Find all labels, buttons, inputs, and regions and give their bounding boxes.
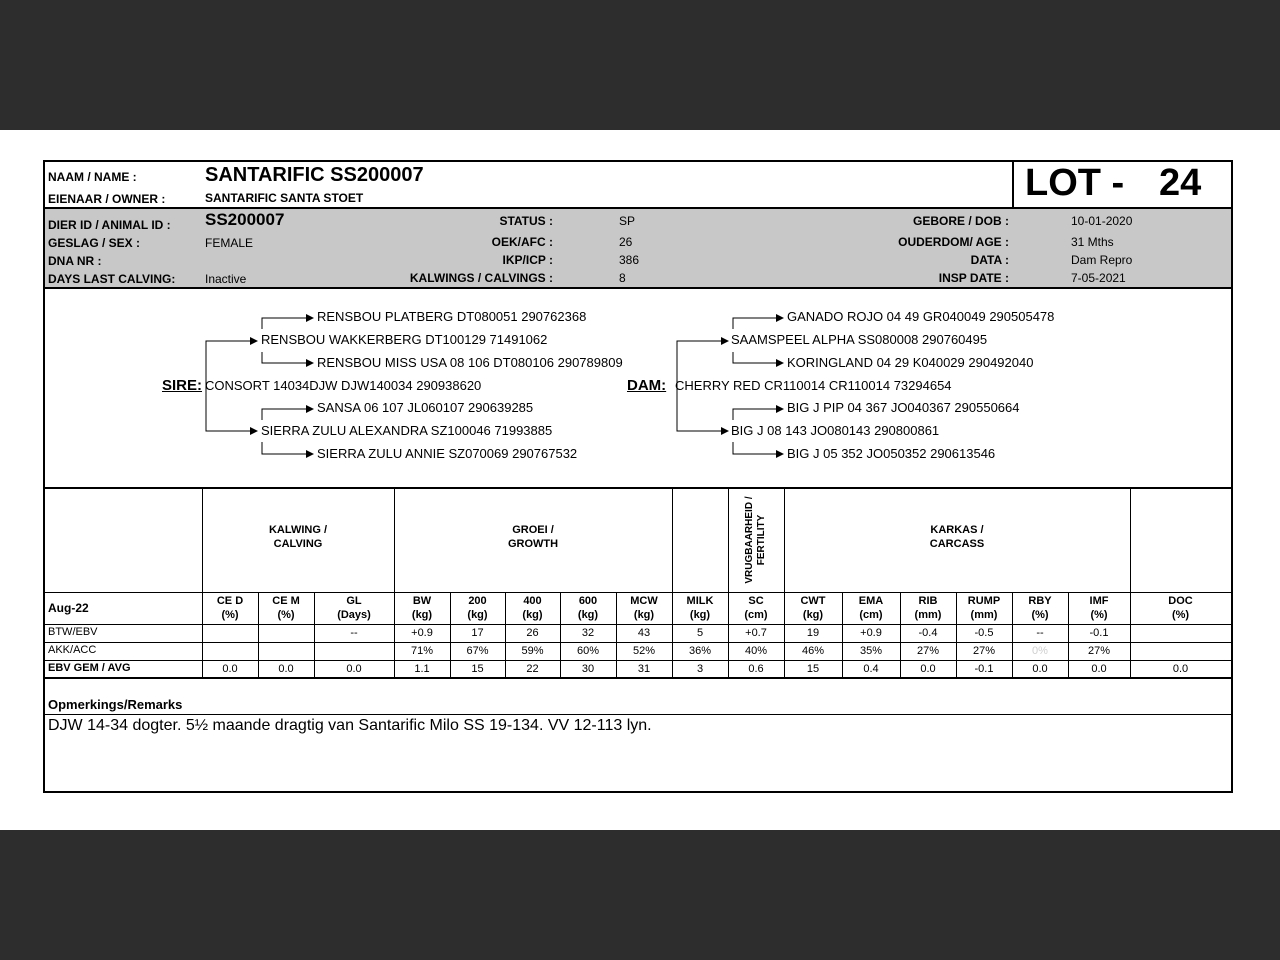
sire-dam-dam: SIERRA ZULU ANNIE SZ070069 290767532 (317, 446, 578, 461)
insp-value: 7-05-2021 (1071, 271, 1126, 285)
column-header (1068, 594, 1130, 622)
sire-label: SIRE: (162, 377, 203, 394)
divider (45, 677, 1231, 679)
column-name: 200 (468, 595, 487, 607)
dob-value: 10-01-2020 (1071, 214, 1133, 228)
column-header (900, 594, 956, 622)
dam-dam: BIG J 08 143 JO080143 290800861 (731, 423, 940, 438)
column-unit: (cm) (859, 609, 883, 621)
column-header (956, 594, 1012, 622)
ebv-cell: 0.0 (1091, 663, 1107, 675)
animal-id-label: DIER ID / ANIMAL ID : (48, 218, 171, 232)
days-label: DAYS LAST CALVING: (48, 272, 176, 286)
divider (45, 642, 1231, 643)
dam-dam-sire: BIG J PIP 04 367 JO040367 290550664 (787, 400, 1020, 415)
ebv-cell: 15 (471, 663, 484, 675)
ebv-cell: 0.4 (863, 663, 879, 675)
column-unit: (kg) (689, 609, 711, 621)
row-label: AKK/ACC (48, 644, 97, 656)
column-name: CE D (216, 595, 244, 607)
dam-dam-dam: BIG J 05 352 JO050352 290613546 (787, 446, 996, 461)
sheet (0, 130, 1280, 830)
ebv-cell: 40% (744, 645, 768, 657)
column-unit: (mm) (970, 609, 998, 621)
ebv-cell: 27% (916, 645, 940, 657)
ebv-cell: 0.0 (1172, 663, 1189, 675)
afc-label: OEK/AFC : (491, 235, 553, 249)
sire-sire-sire: RENSBOU PLATBERG DT080051 290762368 (317, 309, 587, 324)
column-unit: (%) (221, 609, 239, 621)
divider (45, 660, 1231, 661)
ebv-cell: 0% (1032, 645, 1048, 657)
column-name: RUMP (967, 595, 1001, 607)
owner-label: EIENAAR / OWNER : (48, 192, 166, 206)
ebv-cell: 60% (576, 645, 600, 657)
status-value: SP (619, 214, 636, 228)
dam: CHERRY RED CR110014 CR110014 73294654 (675, 378, 952, 393)
group-carcass-line1: KARKAS / (930, 524, 984, 536)
age-value: 31 Mths (1071, 235, 1114, 249)
column-name: DOC (1168, 595, 1193, 607)
column-unit: (kg) (467, 609, 488, 621)
column-header (505, 594, 560, 622)
ebv-cell: -0.1 (974, 663, 994, 675)
sex-value: FEMALE (205, 236, 254, 250)
sire-dam: SIERRA ZULU ALEXANDRA SZ100046 71993885 (261, 423, 553, 438)
column-name: CWT (800, 595, 826, 607)
age-label: OUDERDOM/ AGE : (898, 235, 1009, 249)
column-header (314, 594, 394, 622)
dam-sire: SAAMSPEEL ALPHA SS080008 290760495 (731, 332, 988, 347)
lot-divider (1012, 162, 1014, 208)
ebv-cell: 0.0 (346, 663, 362, 675)
ebv-cell: 46% (801, 645, 825, 657)
sex-label: GESLAG / SEX : (48, 236, 141, 250)
group-carcass-line2: CARCASS (929, 538, 985, 550)
column-unit: (kg) (522, 609, 543, 621)
ebv-cell: -0.5 (974, 627, 994, 639)
group-fertility: VRUGBAARHEID / FERTILITY (744, 496, 767, 584)
remarks-text: DJW 14-34 dogter. 5½ maande dragtig van Santarific Milo SS 19-134. VV 12-113 lyn. (48, 717, 652, 734)
calvings-value: 8 (619, 271, 626, 285)
days-value: Inactive (205, 272, 247, 286)
dna-label: DNA NR : (48, 254, 102, 268)
status-label: STATUS : (499, 214, 553, 228)
ebv-cell: 0.0 (1032, 663, 1048, 675)
dam-label: DAM: (627, 377, 667, 394)
ebv-cell: -- (1036, 627, 1044, 639)
name-label: NAAM / NAME : (48, 170, 137, 184)
column-unit: (Days) (337, 609, 371, 621)
ebv-cell: -0.4 (918, 627, 938, 639)
group-calving (202, 523, 394, 551)
column-header (784, 594, 842, 622)
column-header (450, 594, 505, 622)
column-header (394, 594, 450, 622)
ebv-cell: 59% (521, 645, 544, 657)
column-name: BW (412, 595, 432, 607)
icp-value: 386 (619, 253, 640, 267)
ebv-cell: 35% (859, 645, 883, 657)
column-name: IMF (1089, 595, 1109, 607)
ebv-cell: 36% (688, 645, 712, 657)
divider (45, 624, 1231, 625)
column-name: CE M (272, 595, 300, 607)
dob-label: GEBORE / DOB : (912, 214, 1009, 228)
ebv-cell: 19 (806, 627, 820, 639)
afc-value: 26 (619, 235, 633, 249)
sire-sire-dam: RENSBOU MISS USA 08 106 DT080106 290789809 (317, 355, 623, 370)
row-label: EBV GEM / AVG (48, 662, 131, 674)
ebv-cell: 15 (806, 663, 820, 675)
sire-dam-sire: SANSA 06 107 JL060107 290639285 (317, 400, 534, 415)
column-header (842, 594, 900, 622)
column-unit: (kg) (411, 609, 433, 621)
ebv-cell: 43 (637, 627, 651, 639)
ebv-cell: 3 (696, 663, 704, 675)
grid-line (202, 487, 203, 677)
ebv-cell: 71% (410, 645, 434, 657)
owner-name: SANTARIFIC SANTA STOET (205, 191, 364, 205)
column-name: GL (346, 595, 362, 607)
ebv-cell: 52% (632, 645, 656, 657)
ebv-cell: 0.0 (222, 663, 238, 675)
ebv-cell: -0.1 (1089, 627, 1109, 639)
grid-line (1130, 487, 1131, 677)
column-header (672, 594, 728, 622)
column-unit: (kg) (633, 609, 655, 621)
ebv-cell: +0.9 (860, 627, 882, 639)
column-header (1130, 594, 1231, 622)
ebv-date: Aug-22 (48, 601, 89, 615)
ebv-cell: +0.7 (745, 627, 767, 639)
insp-label: INSP DATE : (938, 271, 1009, 285)
icp-label: IKP/ICP : (502, 253, 553, 267)
lot-number: 24 (1159, 162, 1202, 204)
divider (45, 714, 1231, 715)
ebv-cell: 32 (581, 627, 595, 639)
column-header (202, 594, 258, 622)
row-label: BTW/EBV (48, 626, 98, 638)
ebv-cell: 22 (526, 663, 539, 675)
lot-label: LOT - (1025, 162, 1125, 204)
column-name: RIB (918, 595, 938, 607)
dam-sire-dam: KORINGLAND 04 29 K040029 290492040 (787, 355, 1034, 370)
ebv-cell: 27% (1087, 645, 1111, 657)
column-unit: (%) (1090, 609, 1108, 621)
calvings-label: KALWINGS / CALVINGS : (409, 271, 553, 285)
divider (45, 207, 1231, 209)
column-unit: (cm) (744, 609, 768, 621)
ebv-cell: 0.0 (920, 663, 936, 675)
animal-name: SANTARIFIC SS200007 (205, 164, 424, 186)
ebv-cell: 30 (581, 663, 595, 675)
ebv-cell: 67% (466, 645, 489, 657)
sire-sire: RENSBOU WAKKERBERG DT100129 71491062 (261, 332, 548, 347)
ebv-cell: 0.6 (748, 663, 764, 675)
group-calving-line2: CALVING (273, 538, 323, 550)
dam-sire-sire: GANADO ROJO 04 49 GR040049 290505478 (787, 309, 1055, 324)
column-name: SC (748, 595, 764, 607)
column-header (728, 594, 784, 622)
group-calving-line1: KALWING / (268, 524, 328, 536)
column-unit: (mm) (914, 609, 942, 621)
data-value: Dam Repro (1071, 253, 1133, 267)
ebv-cell: 17 (471, 627, 484, 639)
divider (45, 592, 1231, 593)
column-header (616, 594, 672, 622)
ebv-cell: 0.0 (278, 663, 294, 675)
column-header (560, 594, 616, 622)
ebv-cell: 1.1 (414, 663, 430, 675)
divider (45, 487, 1231, 489)
lot-card (43, 160, 1233, 793)
ebv-cell: 31 (637, 663, 651, 675)
column-unit: (%) (1171, 609, 1190, 621)
remarks-label: Opmerkings/Remarks (48, 697, 183, 712)
ebv-cell: 26 (526, 627, 539, 639)
column-unit: (kg) (577, 609, 599, 621)
group-growth (394, 523, 672, 551)
column-name: MCW (630, 595, 658, 607)
column-name: RBY (1028, 595, 1052, 607)
column-header (258, 594, 314, 622)
column-name: 600 (578, 595, 598, 607)
column-unit: (kg) (802, 609, 824, 621)
column-unit: (%) (1031, 609, 1049, 621)
group-growth-line1: GROEI / (512, 524, 554, 536)
column-header (1012, 594, 1068, 622)
group-growth-line2: GROWTH (507, 538, 559, 550)
ebv-cell: +0.9 (411, 627, 433, 639)
group-carcass (784, 523, 1130, 551)
column-name: EMA (858, 595, 884, 607)
column-name: MILK (686, 595, 714, 607)
ebv-cell: 27% (972, 645, 996, 657)
ebv-cell: -- (350, 627, 358, 639)
data-label: DATA : (970, 253, 1009, 267)
column-name: 400 (523, 595, 542, 607)
sire: CONSORT 14034DJW DJW140034 290938620 (205, 378, 482, 393)
column-unit: (%) (277, 609, 295, 621)
animal-id: SS200007 (205, 210, 285, 229)
ebv-cell: 5 (696, 627, 704, 639)
